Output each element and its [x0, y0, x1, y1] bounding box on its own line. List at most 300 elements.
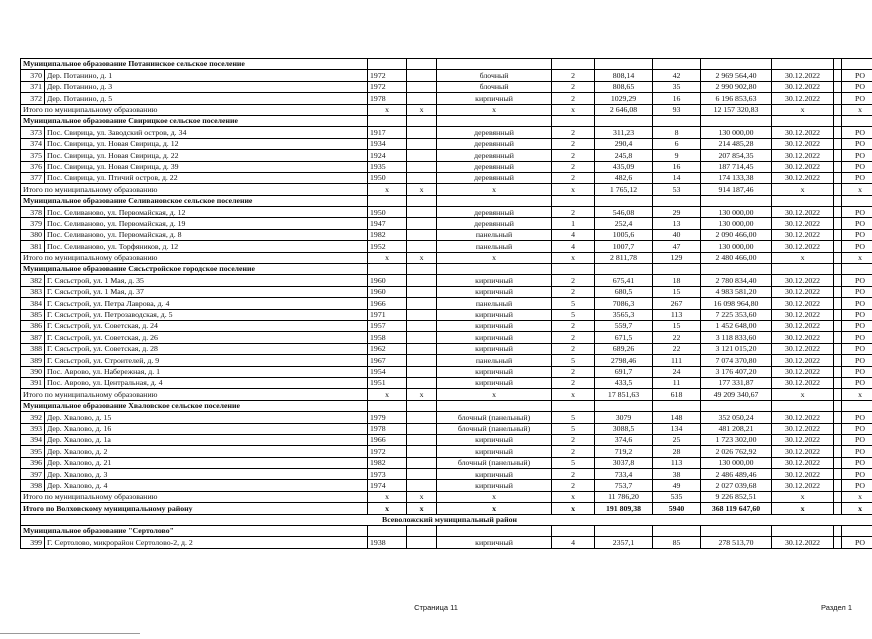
subtotal-row: [21, 491, 872, 502]
empty-cell: [834, 526, 842, 537]
empty-cell: [834, 81, 842, 92]
empty-cell: [653, 400, 701, 411]
wall-material-cell: кирпичный: [437, 469, 552, 480]
placeholder-cell: х: [407, 104, 437, 115]
empty-cell: [653, 264, 701, 275]
placeholder-cell: х: [368, 184, 407, 195]
empty-cell: [834, 275, 842, 286]
organization-cell: РО: [842, 298, 872, 309]
cost-cell: 1 723 302,00: [701, 434, 772, 445]
empty-cell: [701, 400, 772, 411]
cost-cell: 481 208,21: [701, 423, 772, 434]
table-row: [21, 412, 872, 423]
row-number: 377: [21, 172, 45, 183]
address-cell: Г. Сясьстрой, ул. 1 Мая, д. 37: [45, 286, 368, 297]
wall-material-cell: кирпичный: [437, 343, 552, 354]
wall-material-cell: панельный: [437, 241, 552, 252]
scan-edge-line: [0, 633, 140, 634]
year-cell: 1935: [368, 161, 407, 172]
municipality-name: Муниципальное образование Сясьстройское городское поселение: [21, 264, 368, 275]
floors-cell: 2: [552, 81, 595, 92]
empty-cell: [834, 389, 842, 400]
table-row: [21, 537, 872, 548]
wall-material-cell: кирпичный: [437, 93, 552, 104]
cost-cell: 130 000,00: [701, 207, 772, 218]
empty-cell: [552, 195, 595, 206]
cost-cell: 207 854,35: [701, 150, 772, 161]
placeholder-cell: х: [368, 389, 407, 400]
residents-cell: 15: [653, 320, 701, 331]
empty-cell: [842, 400, 872, 411]
total-label: Итого по Волховскому муниципальному району: [21, 503, 368, 514]
row-number: 397: [21, 469, 45, 480]
placeholder-cell: х: [772, 491, 834, 502]
floors-cell: 2: [552, 93, 595, 104]
empty-cell: [834, 195, 842, 206]
placeholder-cell: х: [407, 503, 437, 514]
residents-cell: 9: [653, 150, 701, 161]
residents-cell: 29: [653, 207, 701, 218]
address-cell: Пос. Селиваново, ул. Первомайская, д. 12: [45, 207, 368, 218]
housing-registry-table: [20, 58, 872, 549]
floors-cell: 2: [552, 469, 595, 480]
organization-cell: РО: [842, 446, 872, 457]
empty-cell: [834, 457, 842, 468]
empty-cell: [834, 59, 842, 70]
municipality-name: Муниципальное образование Свирицкое сельское поселение: [21, 115, 368, 126]
table-row: [21, 332, 872, 343]
floors-cell: 2: [552, 434, 595, 445]
municipality-name: Муниципальное образование Хваловское сельское поселение: [21, 400, 368, 411]
floors-cell: 2: [552, 275, 595, 286]
total-cost-cell: 368 119 647,60: [701, 503, 772, 514]
address-cell: Пос. Свирица, ул. Птичий остров, д. 22: [45, 172, 368, 183]
total-cost-cell: 914 187,46: [701, 184, 772, 195]
address-cell: Пос. Аврово, ул. Набережная, д. 1: [45, 366, 368, 377]
empty-cell: [437, 59, 552, 70]
empty-cell: [834, 400, 842, 411]
table-row: [21, 377, 872, 388]
cost-cell: 130 000,00: [701, 127, 772, 138]
empty-cell: [407, 229, 437, 240]
year-cell: 1978: [368, 93, 407, 104]
empty-cell: [834, 298, 842, 309]
cost-cell: 3 176 407,20: [701, 366, 772, 377]
area-cell: 311,23: [595, 127, 653, 138]
residents-cell: 267: [653, 298, 701, 309]
row-number: 370: [21, 70, 45, 81]
empty-cell: [407, 264, 437, 275]
table-row: [21, 446, 872, 457]
residents-cell: 134: [653, 423, 701, 434]
area-cell: 3565,3: [595, 309, 653, 320]
empty-cell: [834, 127, 842, 138]
date-cell: 30.12.2022: [772, 150, 834, 161]
row-number: 372: [21, 93, 45, 104]
row-number: 386: [21, 320, 45, 331]
table-body: [21, 59, 872, 549]
empty-cell: [407, 343, 437, 354]
date-cell: 30.12.2022: [772, 469, 834, 480]
total-cost-cell: 49 209 340,67: [701, 389, 772, 400]
floors-cell: 5: [552, 423, 595, 434]
empty-cell: [834, 138, 842, 149]
address-cell: Г. Сясьстрой, ул. Советская, д. 28: [45, 343, 368, 354]
address-cell: Г. Сясьстрой, ул. Петрозаводская, д. 5: [45, 309, 368, 320]
empty-cell: [437, 115, 552, 126]
placeholder-cell: х: [437, 104, 552, 115]
organization-cell: РО: [842, 377, 872, 388]
empty-cell: [407, 59, 437, 70]
empty-cell: [437, 526, 552, 537]
wall-material-cell: панельный: [437, 355, 552, 366]
row-number: 379: [21, 218, 45, 229]
residents-cell: 111: [653, 355, 701, 366]
empty-cell: [407, 286, 437, 297]
row-number: 395: [21, 446, 45, 457]
area-cell: 245,8: [595, 150, 653, 161]
empty-cell: [407, 172, 437, 183]
wall-material-cell: деревянный: [437, 127, 552, 138]
row-number: 387: [21, 332, 45, 343]
table-row: [21, 355, 872, 366]
year-cell: 1967: [368, 355, 407, 366]
placeholder-cell: х: [772, 184, 834, 195]
placeholder-cell: х: [842, 184, 872, 195]
municipality-name: Муниципальное образование Селивановское сельское поселение: [21, 195, 368, 206]
empty-cell: [834, 355, 842, 366]
empty-cell: [834, 423, 842, 434]
address-cell: Пос. Свирица, ул. Новая Свирица, д. 39: [45, 161, 368, 172]
placeholder-cell: х: [552, 184, 595, 195]
area-cell: 1005,6: [595, 229, 653, 240]
residents-cell: 22: [653, 343, 701, 354]
year-cell: 1962: [368, 343, 407, 354]
organization-cell: РО: [842, 218, 872, 229]
area-cell: 2798,46: [595, 355, 653, 366]
year-cell: 1934: [368, 138, 407, 149]
total-label: Итого по муниципальному образованию: [21, 184, 368, 195]
empty-cell: [772, 195, 834, 206]
empty-cell: [552, 400, 595, 411]
date-cell: 30.12.2022: [772, 480, 834, 491]
address-cell: Г. Сясьстрой, ул. Советская, д. 26: [45, 332, 368, 343]
row-number: 392: [21, 412, 45, 423]
year-cell: 1947: [368, 218, 407, 229]
date-cell: 30.12.2022: [772, 229, 834, 240]
total-cost-cell: 9 226 852,51: [701, 491, 772, 502]
organization-cell: РО: [842, 423, 872, 434]
year-cell: 1982: [368, 229, 407, 240]
empty-cell: [834, 309, 842, 320]
row-number: 374: [21, 138, 45, 149]
row-number: 396: [21, 457, 45, 468]
address-cell: Г. Сясьстрой, ул. 1 Мая, д. 35: [45, 275, 368, 286]
total-area-cell: 1 765,12: [595, 184, 653, 195]
residents-cell: 42: [653, 70, 701, 81]
year-cell: 1966: [368, 298, 407, 309]
total-area-cell: 17 851,63: [595, 389, 653, 400]
empty-cell: [834, 150, 842, 161]
residents-cell: 38: [653, 469, 701, 480]
empty-cell: [834, 161, 842, 172]
organization-cell: РО: [842, 81, 872, 92]
area-cell: 546,08: [595, 207, 653, 218]
area-cell: 290,4: [595, 138, 653, 149]
table-row: [21, 229, 872, 240]
table-row: [21, 81, 872, 92]
row-number: 378: [21, 207, 45, 218]
table-row: [21, 286, 872, 297]
cost-cell: 4 983 581,20: [701, 286, 772, 297]
empty-cell: [834, 70, 842, 81]
empty-cell: [407, 355, 437, 366]
organization-cell: РО: [842, 309, 872, 320]
area-cell: 719,2: [595, 446, 653, 457]
area-cell: 435,09: [595, 161, 653, 172]
empty-cell: [407, 412, 437, 423]
residents-cell: 16: [653, 161, 701, 172]
organization-cell: РО: [842, 150, 872, 161]
area-cell: 808,65: [595, 81, 653, 92]
organization-cell: РО: [842, 480, 872, 491]
empty-cell: [552, 264, 595, 275]
total-residents-cell: 53: [653, 184, 701, 195]
table-row: [21, 309, 872, 320]
empty-cell: [407, 298, 437, 309]
wall-material-cell: кирпичный: [437, 366, 552, 377]
date-cell: 30.12.2022: [772, 81, 834, 92]
empty-cell: [772, 59, 834, 70]
empty-cell: [701, 526, 772, 537]
empty-cell: [834, 264, 842, 275]
wall-material-cell: кирпичный: [437, 332, 552, 343]
empty-cell: [407, 434, 437, 445]
empty-cell: [842, 526, 872, 537]
empty-cell: [595, 400, 653, 411]
table-row: [21, 241, 872, 252]
year-cell: 1974: [368, 480, 407, 491]
area-cell: 671,5: [595, 332, 653, 343]
floors-cell: 1: [552, 218, 595, 229]
total-residents-cell: 5940: [653, 503, 701, 514]
residents-cell: 148: [653, 412, 701, 423]
floors-cell: 4: [552, 537, 595, 548]
address-cell: Пос. Селиваново, ул. Торфяников, д. 12: [45, 241, 368, 252]
table-row: [21, 218, 872, 229]
total-residents-cell: 129: [653, 252, 701, 263]
floors-cell: 2: [552, 480, 595, 491]
total-label: Итого по муниципальному образованию: [21, 389, 368, 400]
area-cell: 753,7: [595, 480, 653, 491]
empty-cell: [407, 81, 437, 92]
empty-cell: [595, 526, 653, 537]
floors-cell: 2: [552, 150, 595, 161]
date-cell: 30.12.2022: [772, 332, 834, 343]
empty-cell: [407, 127, 437, 138]
table-row: [21, 93, 872, 104]
placeholder-cell: х: [842, 389, 872, 400]
empty-cell: [701, 195, 772, 206]
organization-cell: РО: [842, 320, 872, 331]
placeholder-cell: х: [842, 503, 872, 514]
address-cell: Пос. Селиваново, ул. Первомайская, д. 19: [45, 218, 368, 229]
grand-total-row: [21, 503, 872, 514]
empty-cell: [552, 59, 595, 70]
date-cell: 30.12.2022: [772, 172, 834, 183]
empty-cell: [595, 115, 653, 126]
organization-cell: РО: [842, 434, 872, 445]
date-cell: 30.12.2022: [772, 138, 834, 149]
area-cell: 252,4: [595, 218, 653, 229]
empty-cell: [653, 59, 701, 70]
empty-cell: [834, 412, 842, 423]
residents-cell: 28: [653, 446, 701, 457]
year-cell: 1972: [368, 70, 407, 81]
placeholder-cell: х: [407, 184, 437, 195]
empty-cell: [834, 446, 842, 457]
year-cell: 1960: [368, 275, 407, 286]
area-cell: 1029,29: [595, 93, 653, 104]
empty-cell: [834, 93, 842, 104]
cost-cell: 7 225 353,60: [701, 309, 772, 320]
floors-cell: 5: [552, 309, 595, 320]
year-cell: 1924: [368, 150, 407, 161]
municipality-header-row: [21, 59, 872, 70]
empty-cell: [653, 526, 701, 537]
empty-cell: [834, 207, 842, 218]
area-cell: 808,14: [595, 70, 653, 81]
area-cell: 1007,7: [595, 241, 653, 252]
address-cell: Дер. Хвалово, д. 1а: [45, 434, 368, 445]
wall-material-cell: кирпичный: [437, 275, 552, 286]
floors-cell: 2: [552, 127, 595, 138]
year-cell: 1950: [368, 207, 407, 218]
wall-material-cell: кирпичный: [437, 480, 552, 491]
address-cell: Дер. Хвалово, д. 2: [45, 446, 368, 457]
empty-cell: [834, 286, 842, 297]
empty-cell: [407, 537, 437, 548]
wall-material-cell: кирпичный: [437, 309, 552, 320]
residents-cell: 113: [653, 457, 701, 468]
cost-cell: 2 027 039,68: [701, 480, 772, 491]
empty-cell: [842, 195, 872, 206]
placeholder-cell: х: [552, 104, 595, 115]
date-cell: 30.12.2022: [772, 286, 834, 297]
empty-cell: [407, 480, 437, 491]
row-number: 389: [21, 355, 45, 366]
placeholder-cell: х: [842, 491, 872, 502]
placeholder-cell: х: [368, 503, 407, 514]
address-cell: Дер. Хвалово, д. 15: [45, 412, 368, 423]
empty-cell: [407, 195, 437, 206]
residents-cell: 8: [653, 127, 701, 138]
placeholder-cell: х: [772, 104, 834, 115]
empty-cell: [701, 59, 772, 70]
floors-cell: 2: [552, 377, 595, 388]
organization-cell: РО: [842, 207, 872, 218]
municipality-header-row: [21, 264, 872, 275]
table-row: [21, 161, 872, 172]
organization-cell: РО: [842, 161, 872, 172]
placeholder-cell: х: [368, 491, 407, 502]
wall-material-cell: деревянный: [437, 138, 552, 149]
area-cell: 675,41: [595, 275, 653, 286]
wall-material-cell: панельный: [437, 229, 552, 240]
municipality-name: Муниципальное образование "Сертолово": [21, 526, 368, 537]
empty-cell: [834, 229, 842, 240]
organization-cell: РО: [842, 537, 872, 548]
year-cell: 1972: [368, 81, 407, 92]
placeholder-cell: х: [552, 389, 595, 400]
row-number: 375: [21, 150, 45, 161]
empty-cell: [552, 115, 595, 126]
cost-cell: 187 714,45: [701, 161, 772, 172]
date-cell: 30.12.2022: [772, 377, 834, 388]
date-cell: 30.12.2022: [772, 127, 834, 138]
organization-cell: РО: [842, 241, 872, 252]
floors-cell: 2: [552, 138, 595, 149]
year-cell: 1972: [368, 446, 407, 457]
floors-cell: 2: [552, 366, 595, 377]
subtotal-row: [21, 104, 872, 115]
area-cell: 689,26: [595, 343, 653, 354]
floors-cell: 2: [552, 172, 595, 183]
wall-material-cell: деревянный: [437, 150, 552, 161]
empty-cell: [407, 115, 437, 126]
placeholder-cell: х: [842, 252, 872, 263]
floors-cell: 4: [552, 241, 595, 252]
empty-cell: [772, 115, 834, 126]
wall-material-cell: блочный: [437, 81, 552, 92]
placeholder-cell: х: [437, 491, 552, 502]
residents-cell: 11: [653, 377, 701, 388]
empty-cell: [834, 377, 842, 388]
total-residents-cell: 93: [653, 104, 701, 115]
placeholder-cell: х: [407, 389, 437, 400]
empty-cell: [834, 480, 842, 491]
empty-cell: [368, 400, 407, 411]
organization-cell: РО: [842, 412, 872, 423]
empty-cell: [407, 320, 437, 331]
empty-cell: [834, 434, 842, 445]
placeholder-cell: х: [772, 503, 834, 514]
residents-cell: 35: [653, 81, 701, 92]
address-cell: Дер. Хвалово, д. 16: [45, 423, 368, 434]
subtotal-row: [21, 389, 872, 400]
empty-cell: [552, 526, 595, 537]
placeholder-cell: х: [772, 389, 834, 400]
date-cell: 30.12.2022: [772, 355, 834, 366]
floors-cell: 5: [552, 457, 595, 468]
empty-cell: [407, 400, 437, 411]
empty-cell: [834, 537, 842, 548]
district-header-row: [21, 514, 872, 525]
address-cell: Дер. Потанино, д. 1: [45, 70, 368, 81]
residents-cell: 85: [653, 537, 701, 548]
wall-material-cell: деревянный: [437, 161, 552, 172]
cost-cell: 177 331,87: [701, 377, 772, 388]
empty-cell: [842, 264, 872, 275]
date-cell: 30.12.2022: [772, 93, 834, 104]
residents-cell: 15: [653, 286, 701, 297]
empty-cell: [437, 195, 552, 206]
empty-cell: [407, 207, 437, 218]
residents-cell: 14: [653, 172, 701, 183]
year-cell: 1917: [368, 127, 407, 138]
empty-cell: [407, 309, 437, 320]
row-number: 388: [21, 343, 45, 354]
